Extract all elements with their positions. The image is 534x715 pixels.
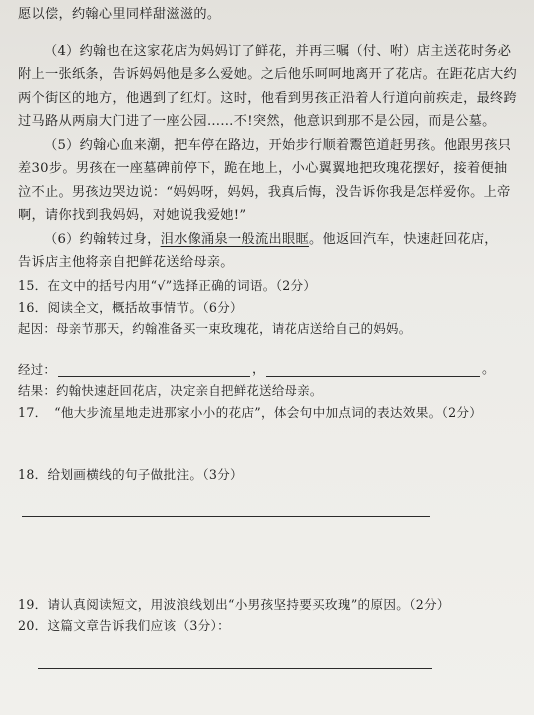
para5-line3: 泣不止。男孩边哭边说：“妈妈呀，妈妈，我真后悔，没告诉你我是怎样爱你。上帝: [18, 185, 511, 200]
para5-line2: 差30步。男孩在一座墓碑前停下，跪在地上，小心翼翼地把玫瑰花摆好，接着便抽: [18, 161, 508, 176]
middle-blank-1[interactable]: [58, 376, 250, 377]
middle-blank-2[interactable]: [266, 376, 480, 377]
question-18: 18．给划画横线的句子做批注。（3分）: [18, 467, 243, 482]
question-17: 17． “他大步流星地走进那家小小的花店”，体会句中加点词的表达效果。（2分）: [18, 405, 483, 420]
end-text: 约翰快速赶回花店，决定亲自把鲜花送给母亲。: [56, 383, 323, 398]
answer-end: [18, 382, 323, 400]
para6-line2: 告诉店主他将亲自把鲜花送给母亲。: [18, 255, 234, 270]
middle-period: 。: [482, 362, 496, 377]
para4-line1: （4）约翰也在这家花店为妈妈订了鲜花，并再三嘱（付、咐）店主送花时务必: [44, 44, 512, 59]
para4-line3: 两个街区的地方，他遇到了红灯。这时，他看到男孩正沿着人行道向前疾走，最终跨: [18, 91, 518, 106]
para5-line4: 啊，请你找到我妈妈，对她说我爱她!”: [18, 208, 247, 223]
question-20: 20．这篇文章告诉我们应该（3分）：: [18, 618, 231, 633]
middle-comma: ，: [252, 362, 266, 377]
para4-line4: 过马路从两扇大门进了一座公园……不!突然，他意识到那不是公园，而是公墓。: [18, 114, 496, 129]
para6-text-c: 。他返回汽车，快速赶回花店，: [308, 232, 498, 247]
answer-line-20[interactable]: [38, 668, 432, 669]
question-16: 16．阅读全文，概括故事情节。（6分）: [18, 300, 243, 315]
para6-line1: [44, 231, 498, 249]
para6-text-a: （6）约翰转过身，: [44, 232, 161, 247]
start-text: 母亲节那天，约翰准备买一束玫瑰花，请花店送给自己的妈妈。: [56, 321, 412, 336]
underlined-sentence: 泪水像涌泉一般流出眼眶: [160, 232, 309, 247]
start-label: 起因：: [18, 321, 57, 336]
para4-line2: 附上一张纸条，告诉妈妈他是多么爱她。之后他乐呵呵地离开了花店。在距花店大约: [18, 67, 518, 82]
end-label: 结果：: [18, 383, 57, 398]
question-19: 19．请认真阅读短文，用波浪线划出“小男孩坚持要买玫瑰”的原因。（2分）: [18, 597, 450, 612]
answer-start: [18, 320, 411, 338]
text-line-0: 愿以偿，约翰心里同样甜滋滋的。: [18, 7, 221, 22]
answer-line-18[interactable]: [22, 516, 430, 517]
question-15: 15．在文中的括号内用“√”选择正确的词语。（2分）: [18, 278, 317, 293]
answer-middle-label: 经过：: [18, 362, 57, 377]
para5-line1: （5）约翰心血来潮，把车停在路边，开始步行顺着鬻笆道赶男孩。他跟男孩只: [44, 138, 512, 153]
